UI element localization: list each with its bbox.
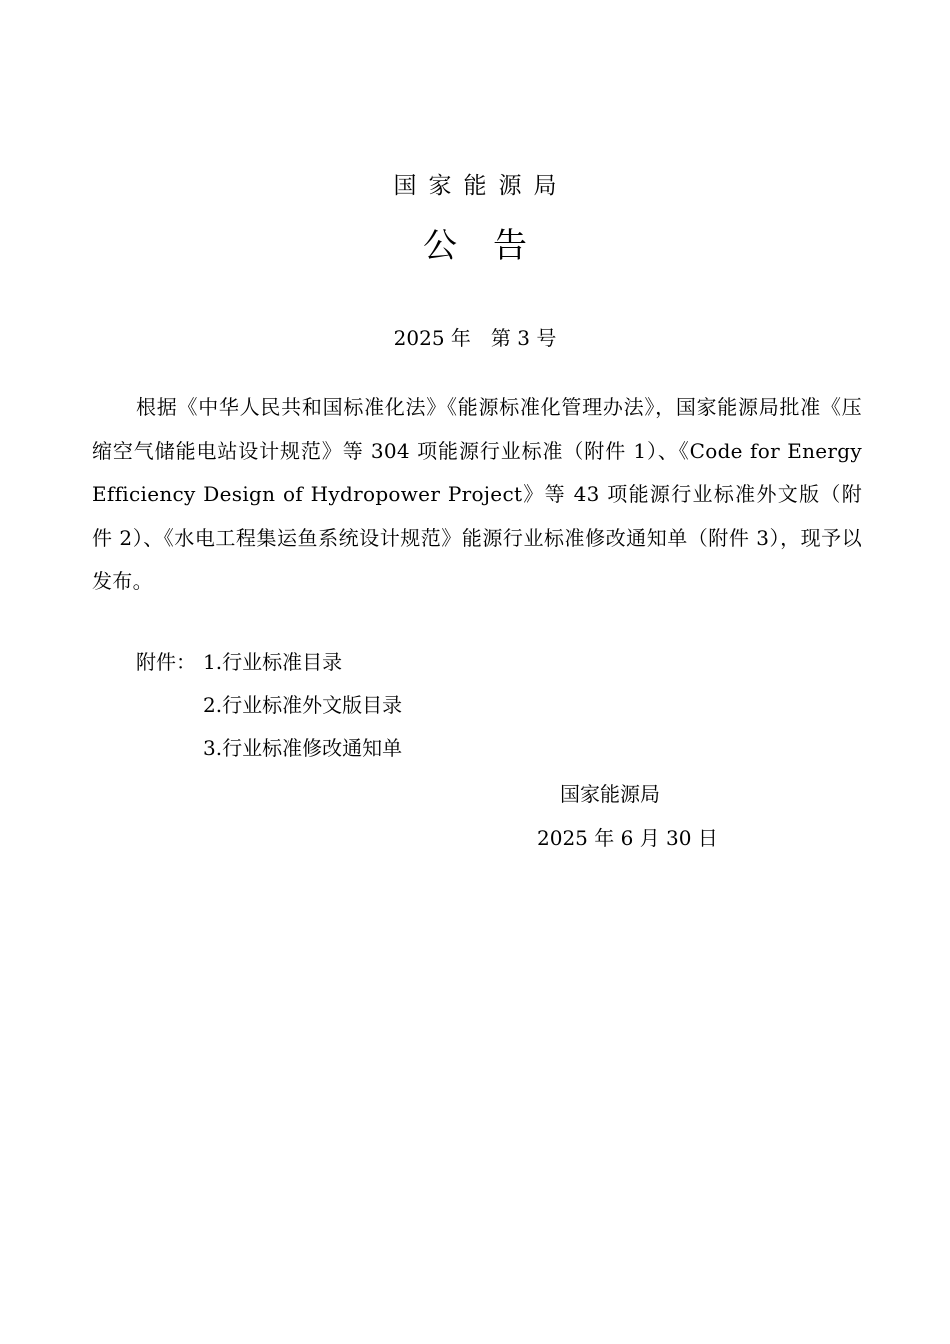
document-type-heading: 公告: [423, 226, 563, 266]
attachments-label-spacer: [136, 684, 203, 727]
attachment-item: 3.行业标准修改通知单: [203, 736, 403, 760]
signature-organization: 国家能源局: [560, 782, 660, 806]
attachment-row: [136, 684, 636, 727]
attachment-item: 2.行业标准外文版目录: [203, 693, 403, 717]
attachment-item: 1.行业标准目录: [203, 650, 343, 674]
attachments-label-spacer: [136, 727, 203, 770]
signature-date: 2025 年 6 月 30 日: [537, 826, 718, 850]
document-number: 2025 年 第 3 号: [393, 326, 557, 350]
attachment-row: [136, 641, 636, 684]
attachments-list: [136, 641, 636, 770]
attachment-row: [136, 727, 636, 770]
attachments-label: 附件：: [136, 650, 196, 674]
issuing-agency-title: 国家能源局: [393, 173, 569, 199]
announcement-body: 根据《中华人民共和国标准化法》《能源标准化管理办法》，国家能源局批准《压缩空气储能电站设计规范》等 304 项能源行业标准（附件 1）、《Code for Energy Efficiency Design of Hydropower Project》等 43 项能源行业标准外文版（附件 2）、《水电工程集运鱼系统设计规范》能源行业标准修改通知单（附件 3），现予以发布。: [92, 395, 862, 593]
